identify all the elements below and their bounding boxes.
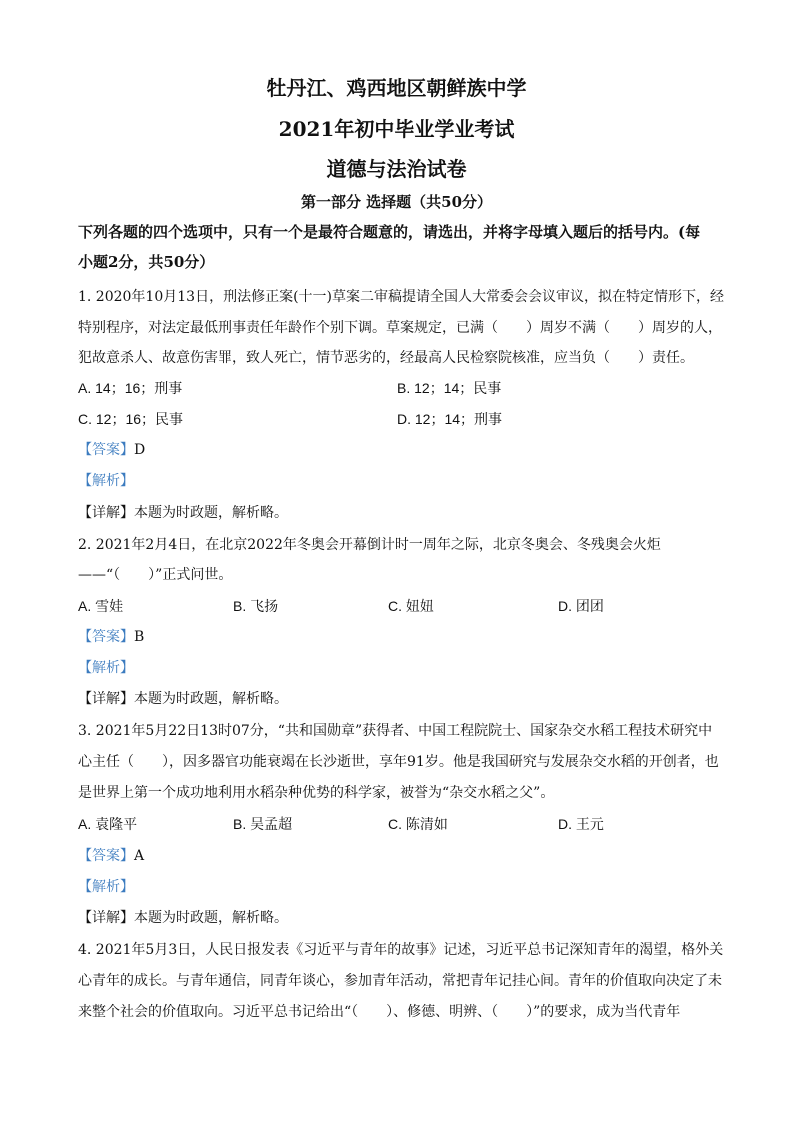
- question-2-line: 2. 2021年2月4日，在北京2022年冬奥会开幕倒计时一周年之际，北京冬奥会、冬残奥会火炬: [78, 537, 661, 553]
- question-3-line: 是世界上第一个成功地利用水稻杂种优势的科学家，被誉为“杂交水稻之父”。: [78, 785, 555, 801]
- detail-text: 本题为时政题，解析略。: [134, 910, 288, 926]
- doc-title-subject: 道德与法治试卷: [326, 157, 467, 181]
- detail-text: 本题为时政题，解析略。: [134, 691, 288, 707]
- question-1-line: 特别程序，对法定最低刑事责任年龄作个别下调。草案规定，已满（ ）周岁不满（ ）周岁的人，: [78, 320, 722, 336]
- option-d: D. 团团: [558, 598, 604, 614]
- analysis-label: 【解析】: [78, 660, 134, 676]
- answer-value: D: [134, 442, 146, 458]
- answer-line: [78, 628, 718, 646]
- detail-label: 【详解】: [78, 910, 134, 926]
- analysis-label: 【解析】: [78, 473, 134, 489]
- answer-line: [78, 441, 718, 459]
- question-2-line: ——“（ ）”正式问世。: [78, 567, 233, 583]
- answer-label: 【答案】: [78, 442, 134, 458]
- question-3-line: 心主任（ ），因多器官功能衰竭在长沙逝世，享年91岁。他是我国研究与发展杂交水稻的开创者，也: [78, 754, 719, 770]
- detail-line: [78, 909, 718, 927]
- section-heading: 第一部分 选择题（共50分）: [300, 193, 493, 211]
- option-a: A. 雪娃: [78, 598, 124, 614]
- doc-title-school: 牡丹江、鸡西地区朝鲜族中学: [266, 76, 527, 100]
- option-c: C. 陈清如: [388, 816, 448, 832]
- instruction-line: 下列各题的四个选项中，只有一个是最符合题意的，请选出，并将字母填入题后的括号内。(每: [78, 223, 701, 241]
- answer-line: [78, 847, 718, 865]
- answer-value: B: [134, 629, 145, 645]
- detail-label: 【详解】: [78, 505, 134, 521]
- option-a: A. 14；16；刑事: [78, 380, 183, 396]
- question-3-line: 3. 2021年5月22日13时07分，“共和国勋章”获得者、中国工程院院士、国家杂交水稻工程技术研究中: [78, 723, 713, 739]
- option-c: C. 12；16；民事: [78, 411, 184, 427]
- question-1-line: 1. 2020年10月13日，刑法修正案(十一)草案二审稿提请全国人大常委会会议审议，拟在特定情形下，经: [78, 289, 724, 305]
- option-b: B. 12；14；民事: [397, 380, 502, 396]
- answer-value: A: [134, 848, 145, 864]
- detail-line: [78, 504, 718, 522]
- instruction-line: 小题2分，共50分）: [78, 253, 215, 271]
- detail-text: 本题为时政题，解析略。: [134, 505, 288, 521]
- option-b: B. 吴孟超: [233, 816, 293, 832]
- option-b: B. 飞扬: [233, 598, 279, 614]
- detail-label: 【详解】: [78, 691, 134, 707]
- detail-line: [78, 690, 718, 708]
- question-4-line: 来整个社会的价值取向。习近平总书记给出“（ ）、修德、明辨、（ ）”的要求，成为当代青年: [78, 1004, 681, 1020]
- answer-label: 【答案】: [78, 848, 134, 864]
- question-4-line: 心青年的成长。与青年通信，同青年谈心，参加青年活动，常把青年记挂心间。青年的价值取向决定了未: [78, 973, 722, 989]
- answer-label: 【答案】: [78, 629, 134, 645]
- option-d: D. 12；14；刑事: [397, 411, 503, 427]
- analysis-label: 【解析】: [78, 879, 134, 895]
- option-d: D. 王元: [558, 816, 604, 832]
- question-4-line: 4. 2021年5月3日，人民日报发表《习近平与青年的故事》记述，习近平总书记深知青年的渴望，格外关: [78, 942, 724, 958]
- doc-title-exam: 2021年初中毕业学业考试: [278, 117, 515, 141]
- option-c: C. 妞妞: [388, 598, 434, 614]
- option-a: A. 袁隆平: [78, 816, 138, 832]
- question-1-line: 犯故意杀人、故意伤害罪，致人死亡，情节恶劣的，经最高人民检察院核准，应当负（ ）责任。: [78, 350, 694, 366]
